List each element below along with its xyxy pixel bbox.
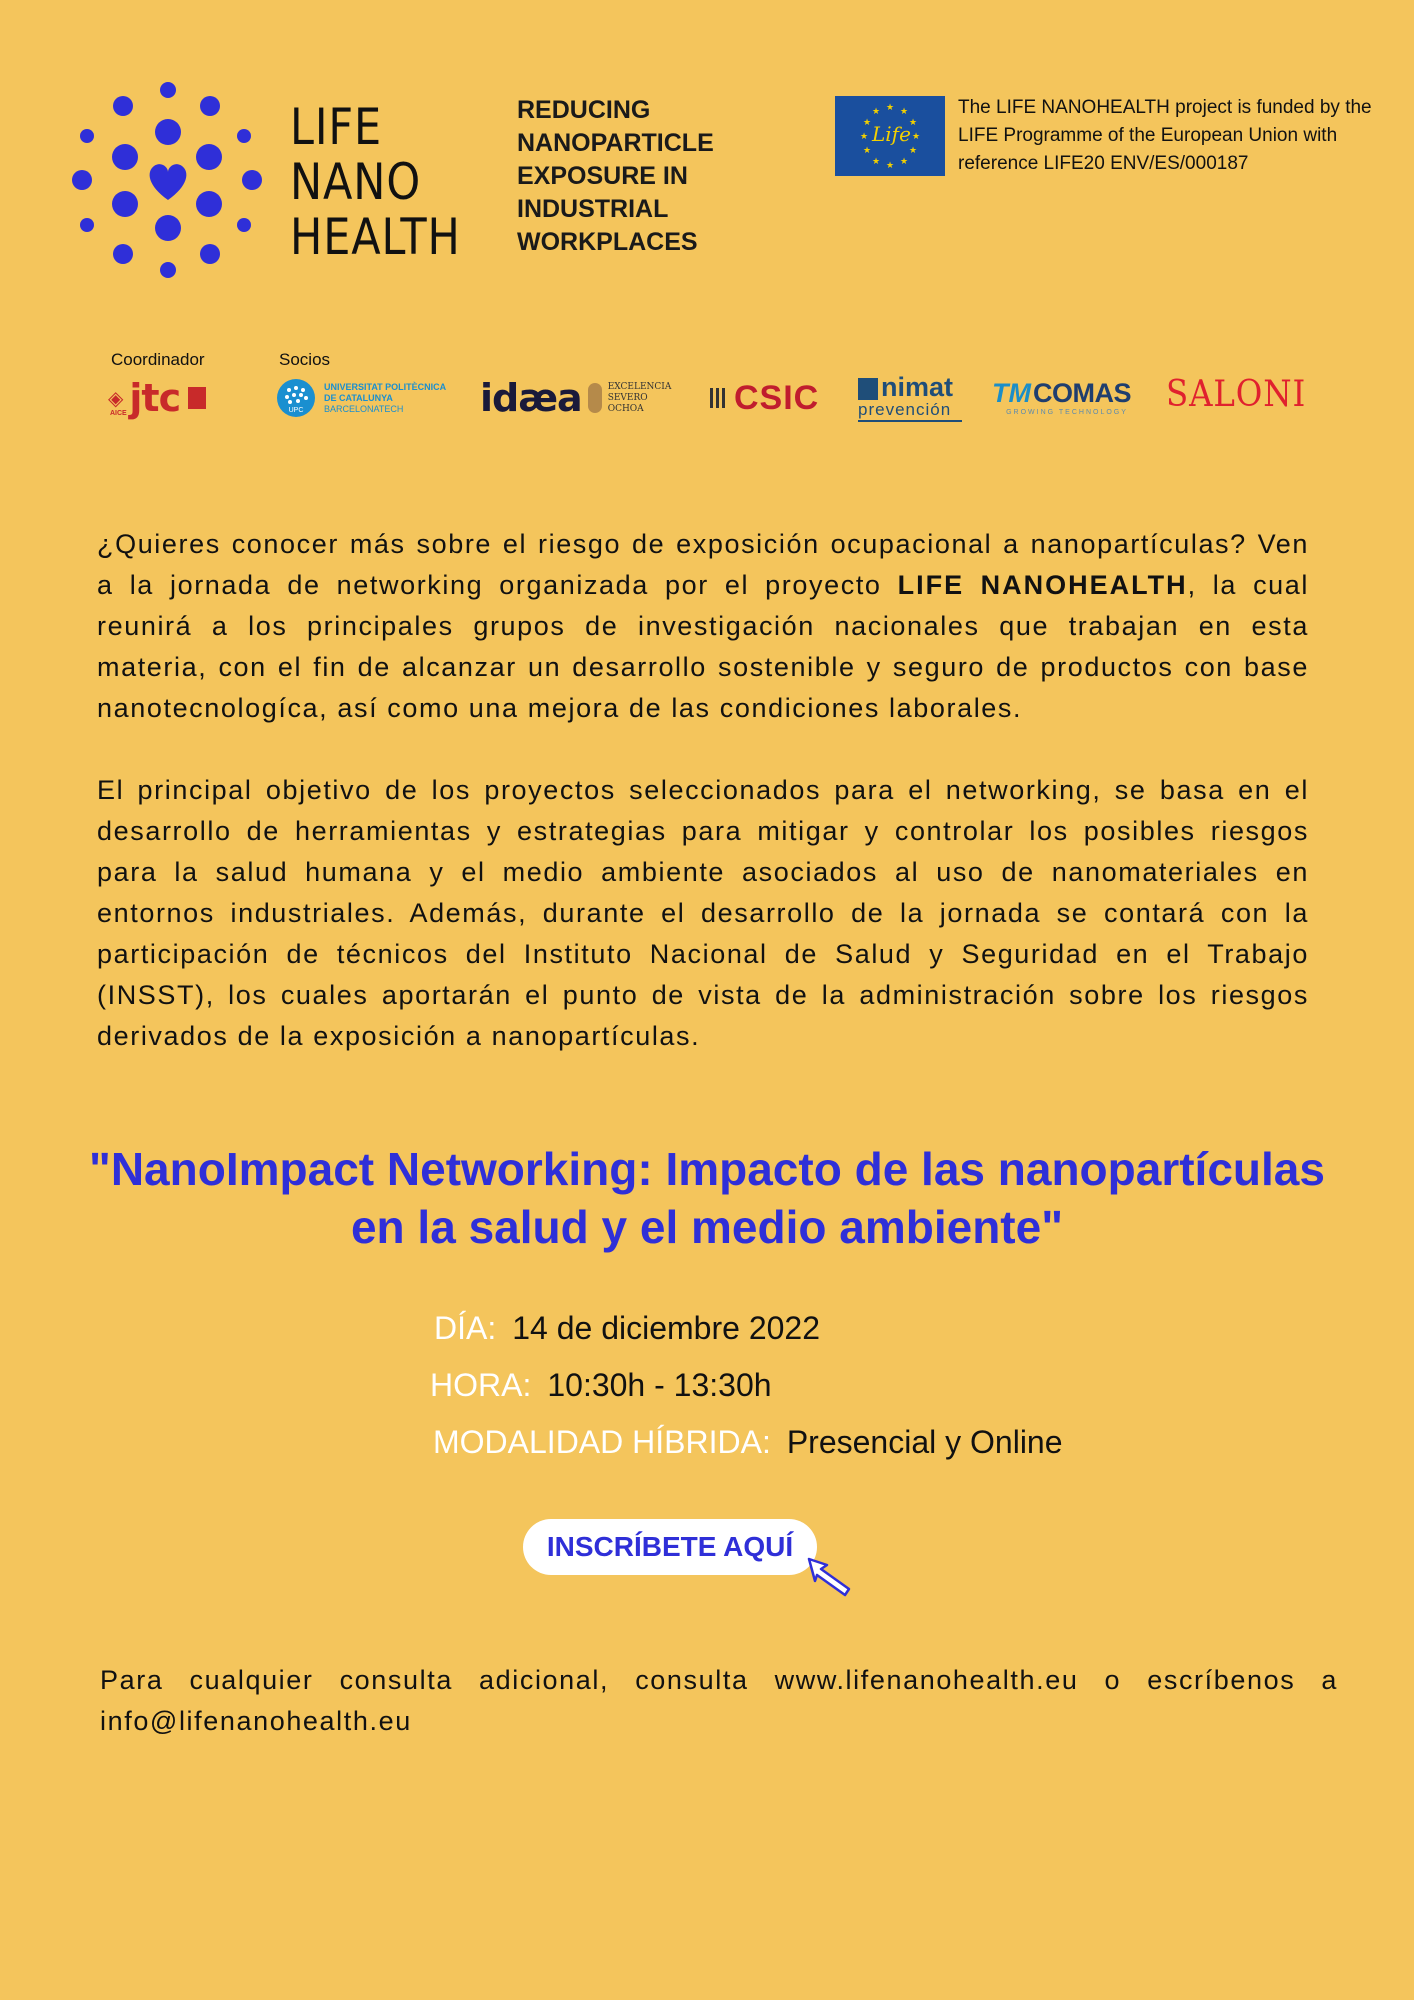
event-day-row	[434, 1308, 820, 1348]
svg-text:★: ★	[862, 146, 872, 156]
mode-label: MODALIDAD HÍBRIDA:	[433, 1424, 771, 1460]
svg-text:★: ★	[911, 132, 921, 142]
time-value: 10:30h - 13:30h	[547, 1367, 772, 1403]
intro-paragraph-1	[97, 524, 1309, 729]
svg-text:★: ★	[859, 132, 869, 142]
life-programme-label: Life	[872, 122, 911, 146]
day-label: DÍA:	[434, 1310, 497, 1346]
partner-logo-saloni: SALONI	[1166, 374, 1307, 415]
comas-wordmark: COMAS	[1032, 378, 1131, 408]
upc-seal-icon	[276, 378, 316, 418]
mode-value: Presencial y Online	[786, 1424, 1063, 1460]
comas-sub: GROWING TECHNOLOGY	[1006, 409, 1128, 416]
svg-text:★: ★	[908, 118, 918, 128]
partners-label: Socios	[279, 350, 331, 369]
jtc-emblem-icon	[188, 387, 206, 409]
intro-p1-text-a: ¿Quieres conocer más sobre el riesgo de exposición ocupacional a nanopartículas? Ven a la jornada de networking organizada por el proyecto	[97, 529, 1309, 600]
partner-logo-comas	[992, 378, 1142, 418]
upc-line-1: UNIVERSITAT POLITÈCNICA	[324, 381, 447, 392]
time-label: HORA:	[430, 1367, 532, 1403]
svg-text:★: ★	[908, 146, 918, 156]
partner-logo-nimat	[858, 374, 962, 424]
upc-line-2: DE CATALUNYA	[324, 392, 393, 403]
svg-text:★: ★	[862, 118, 872, 128]
aice-label: AICE	[110, 410, 127, 417]
register-button[interactable]: INSCRÍBETE AQUÍ	[523, 1519, 817, 1575]
comas-mark-icon: TM	[992, 378, 1031, 408]
intro-p1-text-b: , la cual reunirá a los principales grupos de investigación nacionales que trabajan en esta materia, con el fin de alcanzar un desarrollo sostenible y seguro de productos con base nanotecnologíca, así como una mejora de las condiciones laborales.	[97, 570, 1309, 723]
nimat-sub: prevención	[858, 400, 962, 422]
event-title: "NanoImpact Networking: Impacto de las nanopartículas en la salud y el medio ambiente"	[89, 1143, 1325, 1253]
svg-text:★: ★	[871, 157, 881, 167]
logo-wordmark	[290, 100, 489, 265]
partner-logo-upc	[276, 378, 446, 418]
funding-statement: The LIFE NANOHEALTH project is funded by the LIFE Programme of the European Union with reference LIFE20 ENV/ES/000187	[958, 97, 1372, 174]
nimat-emblem-icon	[858, 378, 878, 400]
intro-p1-project-name: LIFE NANOHEALTH	[897, 570, 1188, 600]
pointing-hand-icon	[805, 1555, 855, 1601]
aice-diamond-icon: ◈	[108, 387, 124, 410]
severo-line-1: EXCELENCIA	[607, 381, 672, 392]
svg-text:★: ★	[885, 103, 895, 113]
eu-life-flag	[835, 96, 945, 176]
logo-line-nano: NANO	[290, 153, 422, 211]
logo-line-health: HEALTH	[290, 208, 461, 266]
svg-text:★: ★	[899, 157, 909, 167]
life-nanohealth-logo-icon	[68, 82, 268, 282]
csic-emblem-icon	[710, 388, 728, 408]
contact-info: Para cualquier consulta adicional, consulta www.lifenanohealth.eu o escríbenos a info@lifenanohealth.eu	[100, 1665, 1338, 1736]
project-tagline: REDUCING NANOPARTICLE EXPOSURE IN INDUSTRIAL WORKPLACES	[517, 96, 714, 256]
severo-line-3: OCHOA	[607, 403, 644, 414]
intro-paragraph-2: El principal objetivo de los proyectos seleccionados para el networking, se basa en el desarrollo de herramientas y estrategias para mitigar y controlar los posibles riesgos para la salud humana y el medio ambiente asociados al uso de nanomateriales en entornos industriales. Además, durante el desarrollo de la jornada se contará con la participación de técnicos del Instituto Nacional de Salud y Seguridad en el Trabajo (INSST), los cuales aportarán el punto de vista de la administración sobre los riesgos derivados de la exposición a nanopartículas.	[97, 775, 1309, 1051]
upc-line-3: BARCELONATECH	[324, 403, 404, 414]
event-mode-row	[433, 1422, 1063, 1462]
logo-line-life: LIFE	[290, 98, 382, 156]
svg-text:UPC: UPC	[288, 407, 304, 414]
partner-logo-idaea	[480, 374, 671, 422]
partner-logo-csic	[710, 378, 819, 418]
severo-line-2: SEVERO	[607, 392, 648, 403]
svg-text:★: ★	[871, 107, 881, 117]
event-time-row	[430, 1365, 772, 1405]
csic-wordmark: CSIC	[734, 378, 820, 417]
jtc-wordmark: jtc	[129, 376, 181, 420]
partner-logo-jtc	[108, 378, 206, 418]
day-value: 14 de diciembre 2022	[512, 1310, 820, 1346]
svg-text:★: ★	[885, 161, 895, 171]
coordinator-label: Coordinador	[111, 350, 205, 369]
nimat-wordmark: nimat	[881, 372, 954, 402]
idaea-wordmark: idæa	[480, 376, 582, 420]
svg-text:★: ★	[899, 107, 909, 117]
severo-ochoa-medal-icon	[588, 383, 602, 413]
